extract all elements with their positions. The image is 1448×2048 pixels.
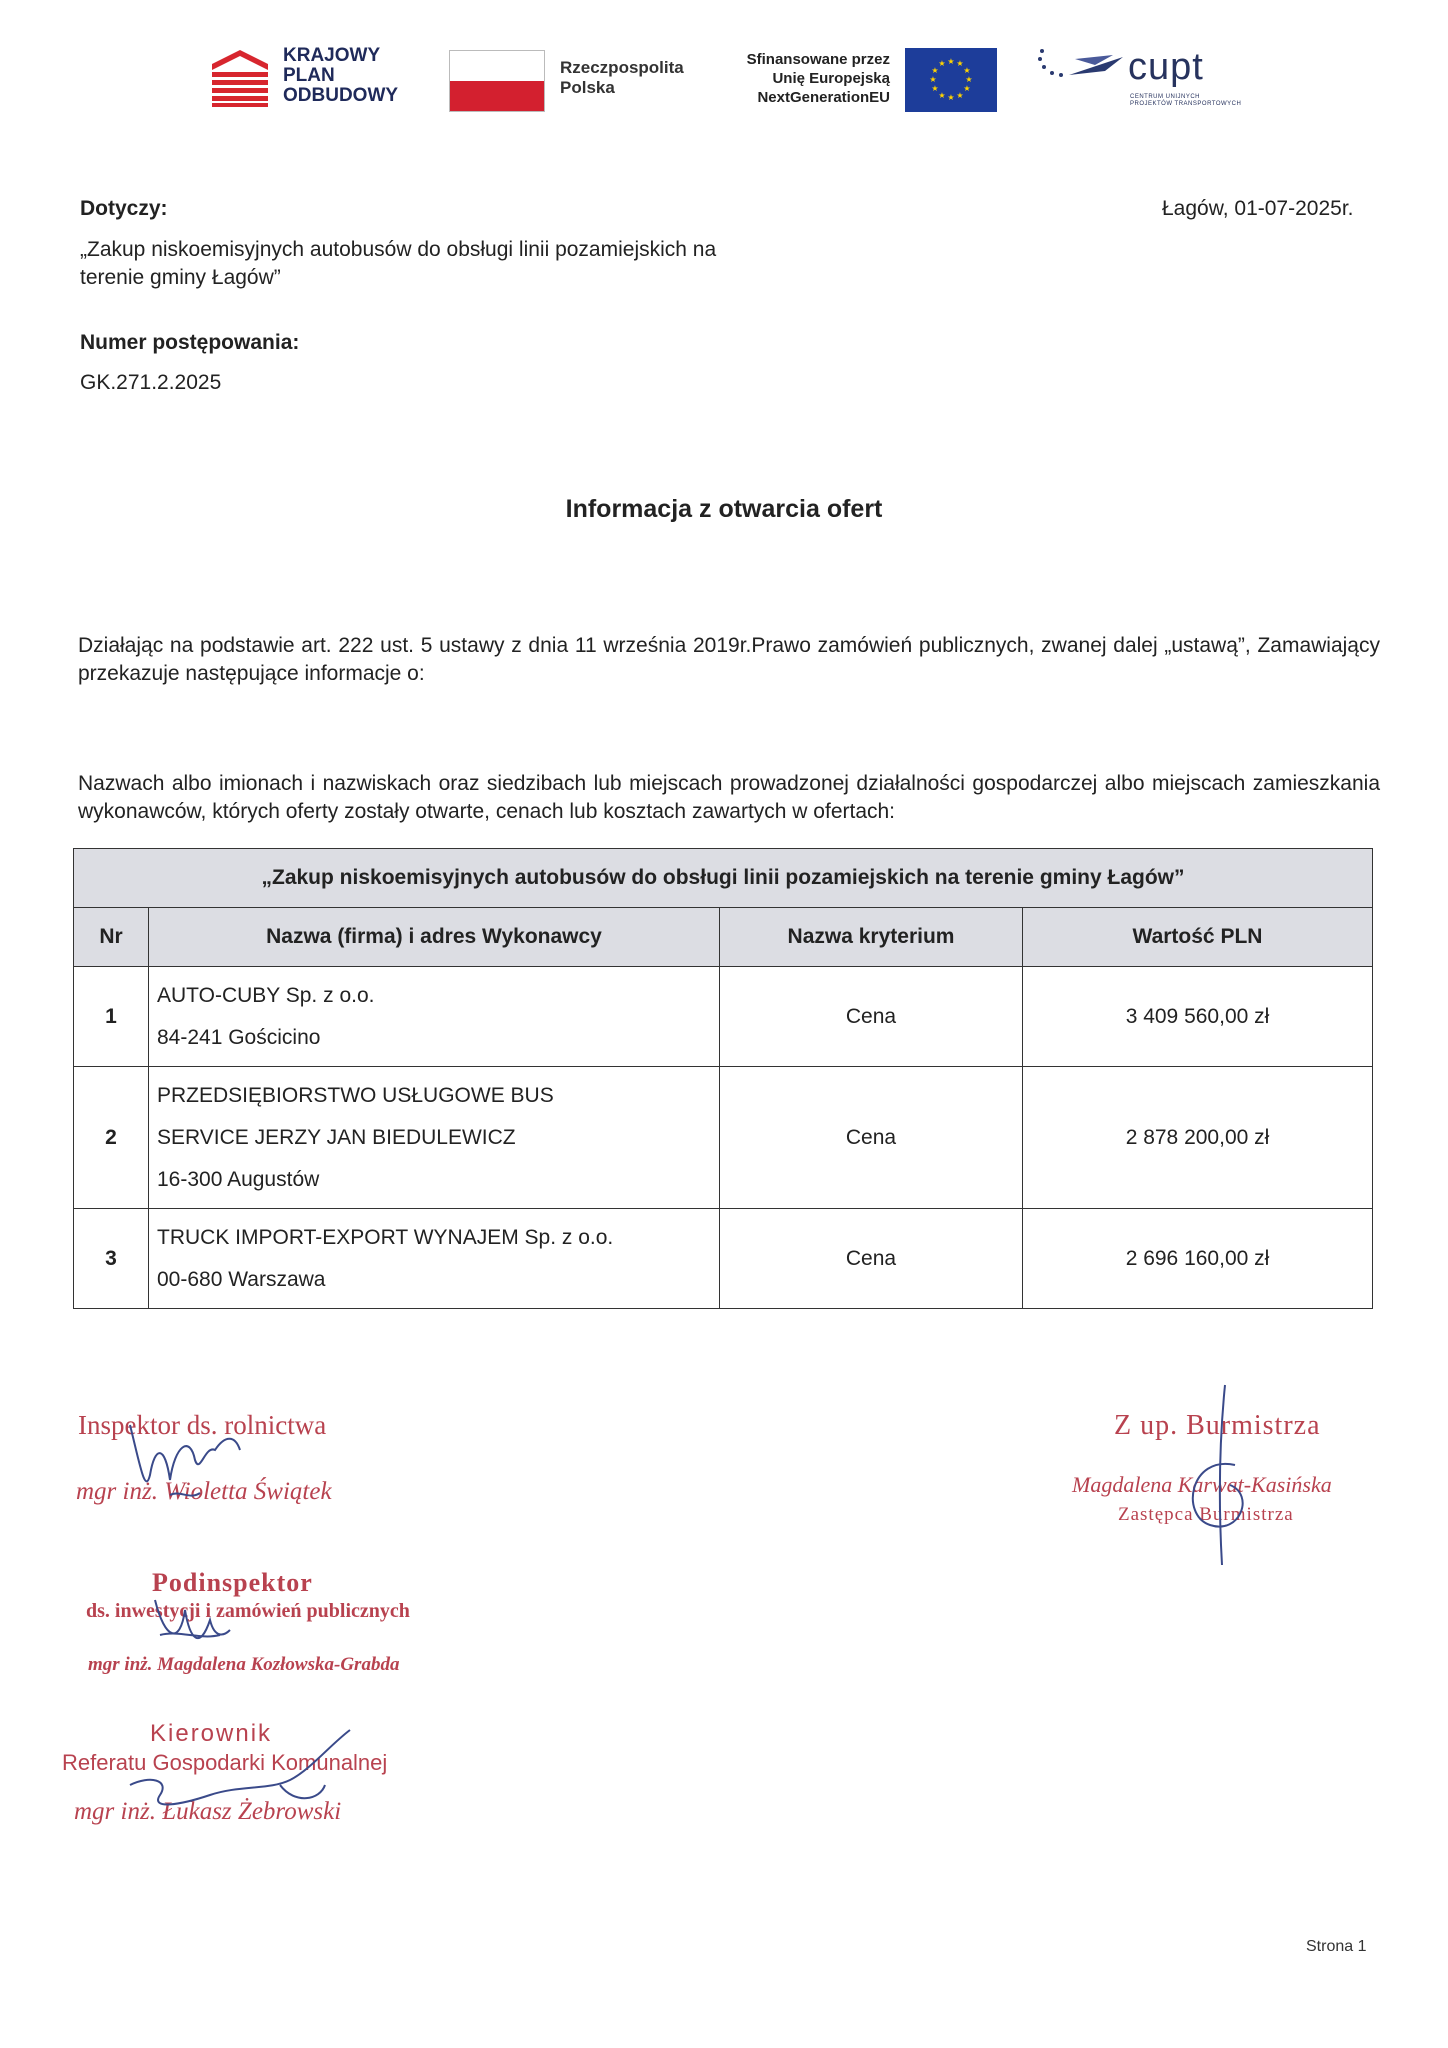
row-nr: 2	[74, 1067, 149, 1209]
stamp-inspector-title: Inspektor ds. rolnictwa	[78, 1410, 327, 1440]
row-criterion: Cena	[720, 1209, 1023, 1309]
stamp-inspector-name: mgr inż. Wioletta Świątek	[76, 1478, 332, 1505]
contractor-address: 16-300 Augustów	[157, 1167, 320, 1191]
row-name	[149, 967, 720, 1067]
eu-line-3: NextGenerationEU	[757, 89, 890, 106]
eu-line-1: Sfinansowane przez	[746, 51, 890, 68]
svg-text:★: ★	[965, 75, 973, 84]
kpo-logo-icon	[210, 48, 270, 108]
stamp-podinspektor-role: ds. inwestycji i zamówień publicznych	[86, 1600, 410, 1622]
svg-text:★: ★	[956, 91, 964, 100]
numer-label: Numer postępowania:	[80, 331, 300, 354]
svg-text:★: ★	[929, 75, 937, 84]
row-value: 2 696 160,00 zł	[1023, 1209, 1373, 1309]
stamp-kierownik-name: mgr inż. Łukasz Żebrowski	[74, 1798, 342, 1825]
svg-text:★: ★	[963, 84, 971, 93]
subject-line-2: terenie gminy Łagów”	[80, 266, 281, 289]
table-title-row	[74, 849, 1373, 908]
rzeczpospolita-logo-text	[560, 58, 684, 98]
contractor-name-line-2: SERVICE JERZY JAN BIEDULEWICZ	[157, 1125, 516, 1149]
signature-inspector-icon	[110, 1405, 260, 1515]
table-row	[74, 967, 1373, 1067]
stamp-podinspektor-title: Podinspektor	[152, 1568, 313, 1597]
stamp-podinspektor-name: mgr inż. Magdalena Kozłowska-Grabda	[88, 1654, 400, 1675]
row-name	[149, 1067, 720, 1209]
page-title: Informacja z otwarcia ofert	[565, 495, 883, 523]
subject	[80, 236, 716, 292]
kpo-line-2: PLAN	[283, 65, 335, 86]
kpo-line-3: ODBUDOWY	[283, 85, 399, 106]
cupt-logo-text: cupt	[1128, 46, 1204, 88]
cupt-subtitle	[1130, 94, 1241, 108]
row-value: 2 878 200,00 zł	[1023, 1067, 1373, 1209]
kpo-logo-text	[283, 46, 398, 106]
row-nr: 1	[74, 967, 149, 1067]
contractor-address: 84-241 Gościcino	[157, 1025, 321, 1049]
numer-postepowania: GK.271.2.2025	[80, 371, 222, 394]
row-nr: 3	[74, 1209, 149, 1309]
svg-text:★: ★	[938, 91, 946, 100]
row-value: 3 409 560,00 zł	[1023, 967, 1373, 1067]
svg-text:★: ★	[947, 57, 955, 66]
document-date: Łagów, 01-07-2025r.	[1162, 197, 1354, 220]
cupt-logo-icon	[1035, 45, 1125, 90]
stamp-kierownik-title: Kierownik	[150, 1720, 273, 1747]
stamp-kierownik-role: Referatu Gospodarki Komunalnej	[62, 1750, 388, 1775]
eu-line-2: Unię Europejską	[772, 70, 890, 87]
eu-flag-icon	[905, 48, 997, 112]
offers-table	[73, 848, 1373, 1309]
svg-text:★: ★	[931, 66, 939, 75]
svg-text:★: ★	[938, 59, 946, 68]
table-header-row	[74, 908, 1373, 967]
paragraph-contractors: Nazwach albo imionach i nazwiskach oraz siedzibach lub miejscach prowadzonej działalności gospodarczej albo miejscach zamieszkania wykonawców, których oferty zostały otwarte, cenach lub kosztach zawartych w ofertach:	[78, 772, 1380, 823]
cupt-sub-1: CENTRUM UNIJNYCH	[1130, 94, 1200, 100]
signature-kierownik-icon	[120, 1725, 360, 1825]
cupt-sub-2: PROJEKTÓW TRANSPORTOWYCH	[1130, 101, 1242, 107]
svg-text:★: ★	[947, 93, 955, 102]
header-nr: Nr	[74, 908, 149, 967]
row-criterion: Cena	[720, 1067, 1023, 1209]
stamp-burmistrz-name: Magdalena Karwat-Kasińska	[1072, 1472, 1332, 1497]
page-number: Strona 1	[1306, 1938, 1367, 1955]
svg-text:★: ★	[931, 84, 939, 93]
header-value: Wartość PLN	[1023, 908, 1373, 967]
svg-text:★: ★	[963, 66, 971, 75]
dotyczy-label: Dotyczy:	[80, 197, 168, 220]
contractor-name: AUTO-CUBY Sp. z o.o.	[157, 983, 375, 1007]
paragraph-legal-basis: Działając na podstawie art. 222 ust. 5 ustawy z dnia 11 września 2019r.Prawo zamówień publicznych, zwanej dalej „ustawą”, Zamawiający przekazuje następujące informacje o:	[78, 634, 1380, 685]
row-name	[149, 1209, 720, 1309]
polish-flag-icon	[449, 50, 545, 112]
kpo-line-1: KRAJOWY	[283, 45, 381, 66]
signature-podinspektor-icon	[140, 1590, 240, 1660]
contractor-name-line-1: PRZEDSIĘBIORSTWO USŁUGOWE BUS	[157, 1083, 554, 1107]
header-name: Nazwa (firma) i adres Wykonawcy	[149, 908, 720, 967]
signature-burmistrz-icon	[1160, 1375, 1270, 1575]
table-title: „Zakup niskoemisyjnych autobusów do obsługi linii pozamiejskich na terenie gminy Łagów”	[74, 849, 1373, 908]
stamp-burmistrz-role: Zastępca Burmistrza	[1118, 1504, 1294, 1525]
table-row	[74, 1209, 1373, 1309]
contractor-name: TRUCK IMPORT-EXPORT WYNAJEM Sp. z o.o.	[157, 1225, 614, 1249]
subject-line-1: „Zakup niskoemisyjnych autobusów do obsługi linii pozamiejskich na	[80, 238, 717, 261]
header-criterion: Nazwa kryterium	[720, 908, 1023, 967]
pl-line-2: Polska	[560, 78, 615, 97]
pl-line-1: Rzeczpospolita	[560, 58, 684, 77]
table-row	[74, 1067, 1373, 1209]
contractor-address: 00-680 Warszawa	[157, 1267, 326, 1291]
row-criterion: Cena	[720, 967, 1023, 1067]
stamp-burmistrz-title: Z up. Burmistrza	[1114, 1410, 1321, 1441]
eu-funding-text	[720, 50, 890, 107]
svg-text:★: ★	[956, 59, 964, 68]
